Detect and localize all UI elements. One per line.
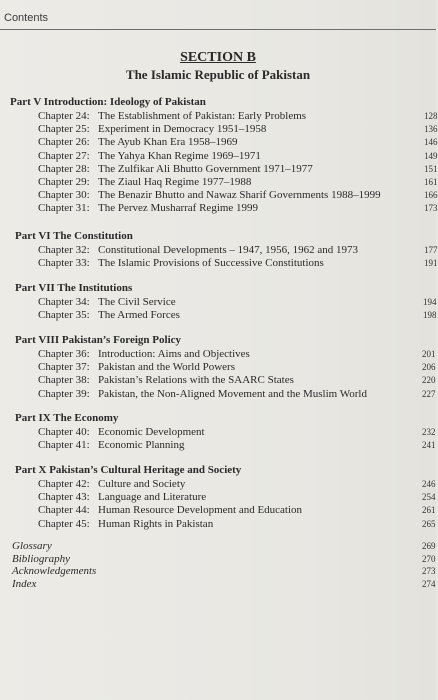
toc-entry[interactable] [38, 163, 313, 175]
chapter-title: The Yahya Khan Regime 1969–1971 [98, 149, 261, 162]
back-matter-entry[interactable]: Index [12, 577, 37, 590]
chapter-title: Language and Literature [98, 491, 207, 504]
page-number: 232 [422, 427, 436, 437]
page-number: 227 [422, 388, 436, 399]
part-heading: Part IX The Economy [15, 412, 119, 424]
page-number: 191 [424, 258, 438, 269]
chapter-title: The Zulfikar Ali Bhutto Government 1971–1977 [98, 162, 313, 175]
page-number: 220 [422, 375, 436, 386]
chapter-label: Chapter 33: [38, 257, 90, 270]
chapter-label: Chapter 35: [38, 309, 90, 322]
page-number: 241 [422, 440, 436, 451]
chapter-title: The Armed Forces [98, 309, 180, 322]
chapter-label: Chapter 24: [38, 110, 90, 122]
toc-entry[interactable] [38, 478, 185, 490]
chapter-title: Introduction: Aims and Objectives [98, 348, 250, 360]
back-matter-entry[interactable]: Glossary [12, 540, 52, 552]
toc-entry[interactable] [38, 176, 251, 188]
toc-entry[interactable] [38, 189, 381, 201]
toc-entry[interactable] [38, 348, 250, 360]
chapter-title: Constitutional Developments – 1947, 1956, 1962 and 1973 [98, 244, 359, 256]
back-matter-entry[interactable]: Bibliography [12, 552, 71, 565]
page-number: 166 [424, 190, 438, 201]
page-number: 261 [422, 505, 436, 516]
chapter-title: The Pervez Musharraf Regime 1999 [98, 202, 259, 215]
page-number: 265 [422, 518, 436, 529]
part-heading: Part VI The Constitution [15, 230, 133, 242]
page-number: 198 [423, 310, 437, 321]
page-number: 151 [424, 163, 438, 174]
chapter-label: Chapter 27: [38, 149, 90, 162]
chapter-title: Experiment in Democracy 1951–1958 [98, 123, 267, 136]
chapter-label: Chapter 36: [38, 348, 90, 360]
page-number: 206 [422, 362, 436, 373]
page-number: 136 [424, 124, 438, 135]
chapter-title: Human Resource Development and Education [98, 504, 303, 517]
page-number: 177 [424, 245, 438, 255]
page-number: 146 [424, 137, 438, 148]
part-heading: Part X Pakistan’s Cultural Heritage and Society [15, 464, 242, 476]
chapter-label: Chapter 40: [38, 426, 90, 438]
toc-entry[interactable] [38, 518, 213, 530]
chapter-label: Chapter 25: [38, 123, 90, 136]
chapter-label: Chapter 45: [38, 517, 90, 530]
chapter-label: Chapter 38: [38, 374, 90, 387]
section-subtitle: The Islamic Republic of Pakistan [125, 67, 311, 82]
chapter-title: The Benazir Bhutto and Nawaz Sharif Governments 1988–1999 [98, 189, 381, 202]
chapter-label: Chapter 34: [38, 296, 90, 308]
toc-entry[interactable] [38, 361, 235, 373]
toc-entry[interactable] [38, 150, 261, 162]
chapter-label: Chapter 37: [38, 361, 90, 374]
toc-entry[interactable] [38, 110, 306, 122]
toc-entry[interactable] [38, 202, 258, 214]
page-number: 128 [424, 111, 438, 121]
page-number: 254 [422, 492, 436, 503]
page-number: 201 [422, 349, 436, 359]
part-heading: Part VIII Pakistan’s Foreign Policy [15, 334, 182, 346]
chapter-label: Chapter 43: [38, 491, 90, 504]
chapter-title: Culture and Society [98, 478, 186, 490]
chapter-label: Chapter 44: [38, 504, 90, 517]
chapter-title: The Establishment of Pakistan: Early Problems [98, 110, 307, 122]
toc-entry[interactable] [38, 296, 176, 308]
toc-entry[interactable] [38, 388, 367, 400]
chapter-title: The Ayub Khan Era 1958–1969 [98, 136, 238, 149]
toc-entry[interactable] [38, 439, 184, 451]
chapter-label: Chapter 28: [38, 162, 90, 175]
chapter-label: Chapter 26: [38, 136, 90, 149]
page-number: 273 [422, 566, 436, 576]
chapter-label: Chapter 41: [38, 439, 90, 452]
page-number: 246 [422, 479, 436, 489]
chapter-label: Chapter 42: [38, 478, 90, 490]
chapter-label: Chapter 32: [38, 244, 90, 256]
toc-entry[interactable] [38, 491, 206, 503]
toc-entry[interactable] [38, 374, 294, 386]
part-heading: Part VII The Institutions [15, 282, 133, 294]
page-number: 194 [423, 297, 437, 307]
chapter-title: The Ziaul Haq Regime 1977–1988 [98, 176, 252, 188]
chapter-label: Chapter 39: [38, 387, 90, 400]
page-number: 270 [422, 553, 436, 564]
page-number: 173 [424, 203, 438, 214]
section-title: SECTION B [180, 50, 256, 65]
page-number: 149 [424, 150, 438, 161]
toc-entry[interactable] [38, 309, 180, 321]
chapter-label: Chapter 30: [38, 189, 90, 202]
chapter-title: Pakistan and the World Powers [98, 361, 236, 374]
back-matter-entry[interactable]: Acknowledgements [12, 565, 97, 577]
chapter-title: Pakistan’s Relations with the SAARC States [98, 374, 294, 387]
page-number: 161 [424, 177, 438, 187]
chapter-label: Chapter 31: [38, 202, 90, 215]
chapter-title: Economic Planning [98, 439, 185, 452]
chapter-title: The Islamic Provisions of Successive Constitutions [98, 257, 324, 270]
toc-entry[interactable] [38, 426, 205, 438]
toc-entry[interactable] [38, 136, 238, 148]
chapter-title: Pakistan, the Non-Aligned Movement and the Muslim World [98, 387, 367, 400]
toc-entry[interactable] [38, 244, 358, 256]
page-number: 274 [422, 578, 436, 589]
part-heading: Part V Introduction: Ideology of Pakistan [10, 96, 206, 108]
running-head: Contents [4, 12, 49, 24]
chapter-title: The Civil Service [98, 296, 176, 308]
toc-entry[interactable] [38, 257, 324, 269]
chapter-title: Human Rights in Pakistan [98, 517, 214, 530]
toc-entry[interactable] [38, 123, 266, 135]
page-number: 269 [422, 541, 436, 551]
chapter-title: Economic Development [98, 426, 205, 438]
toc-entry[interactable] [38, 504, 302, 516]
chapter-label: Chapter 29: [38, 176, 90, 188]
